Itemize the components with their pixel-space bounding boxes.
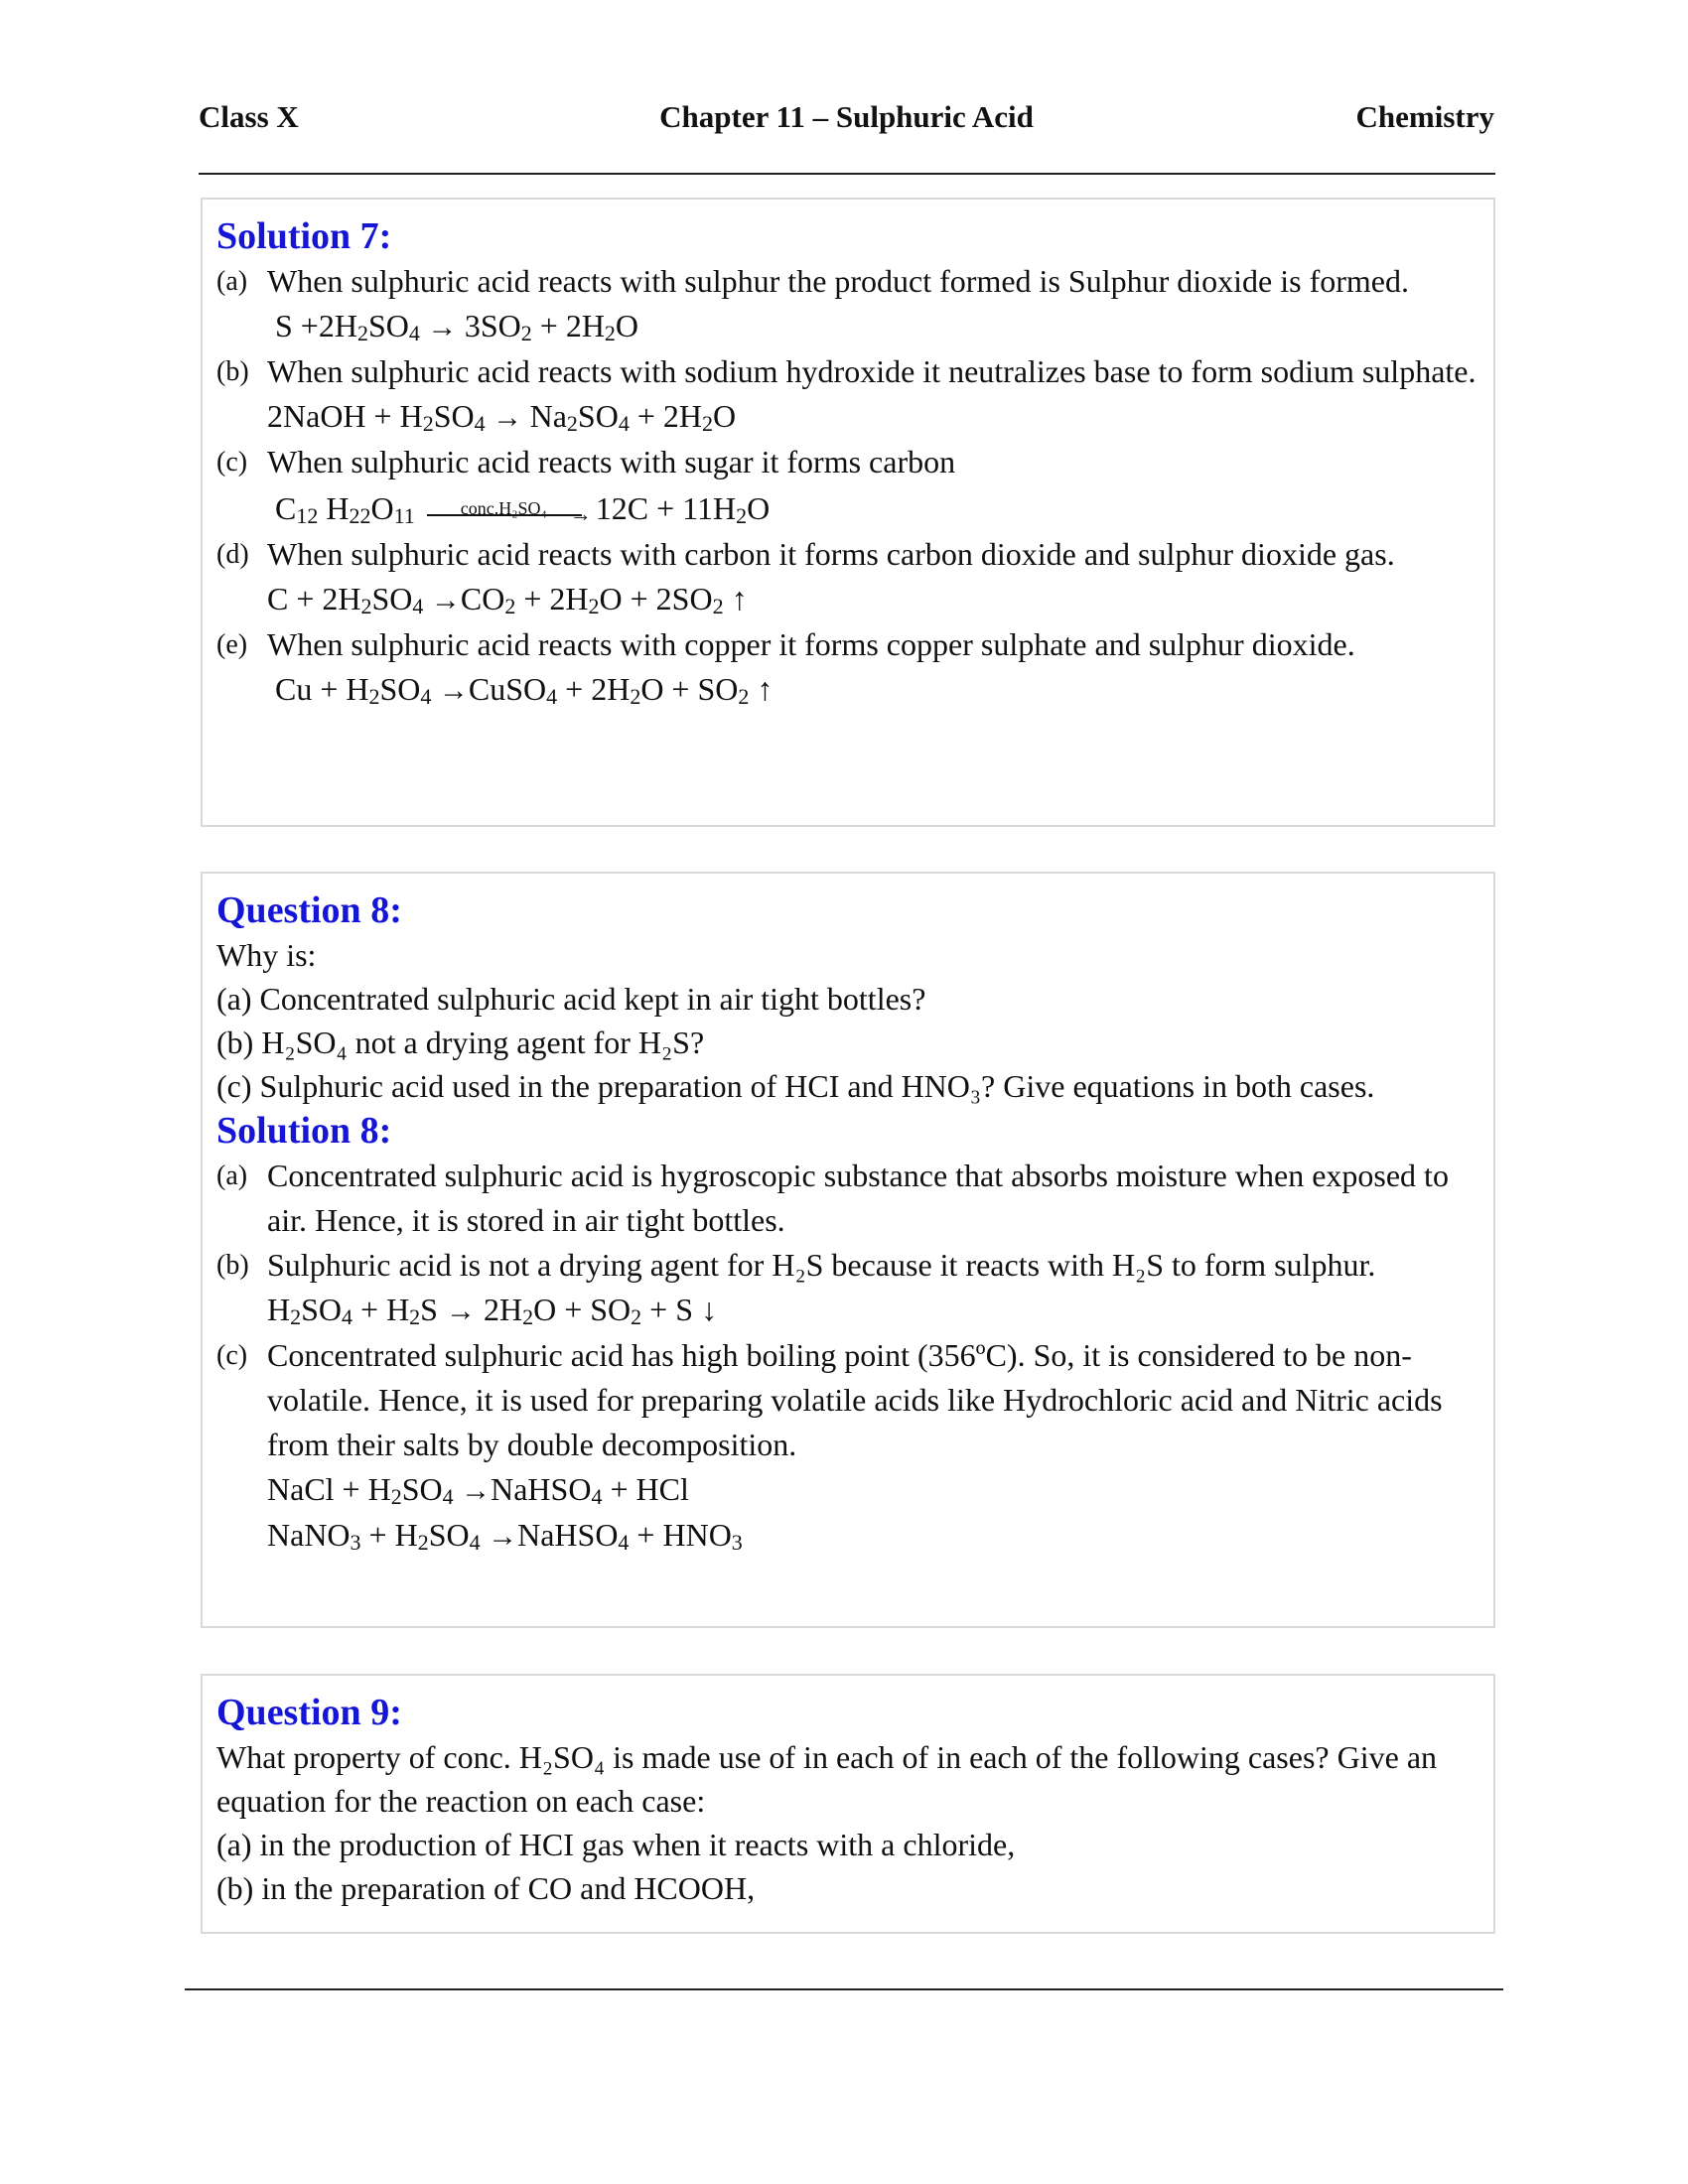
solution-7-item-b bbox=[216, 349, 1479, 394]
item-marker: (b) bbox=[216, 356, 249, 387]
solution-7-item-d bbox=[216, 532, 1479, 577]
item-marker: (a) bbox=[216, 1160, 248, 1191]
solution-7-item-e bbox=[216, 622, 1479, 667]
question-8-box bbox=[201, 872, 1495, 1628]
item-marker: (c) bbox=[216, 1340, 248, 1371]
item-text: When sulphuric acid reacts with sulphur the product formed is Sulphur dioxide is formed. bbox=[267, 263, 1409, 299]
solution-7-item-a bbox=[216, 259, 1479, 304]
question-9-line: What property of conc. H₂SO₄ is made use of in each of in each of the following cases? Give an bbox=[216, 1739, 1438, 1775]
solution-7-item-c bbox=[216, 440, 1479, 484]
header-subject: Chemistry bbox=[1355, 99, 1494, 134]
header-chapter: Chapter 11 – Sulphuric Acid bbox=[659, 99, 1034, 134]
item-text: Sulphuric acid is not a drying agent for H₂S because it reacts with H₂S to form sulphur. bbox=[267, 1247, 1376, 1283]
question-8-part-b: (b) H₂SO₄ not a drying agent for H₂S? bbox=[216, 1024, 705, 1060]
equation: NaNO3 + H2SO4 →NaHSO4 + HNO3 bbox=[267, 1517, 743, 1555]
solution-8-heading: Solution 8: bbox=[216, 1110, 392, 1152]
question-9-part-b: (b) in the preparation of CO and HCOOH, bbox=[216, 1870, 756, 1906]
item-marker: (c) bbox=[216, 447, 248, 478]
question-9-line: equation for the reaction on each case: bbox=[216, 1783, 706, 1819]
question-9-heading: Question 9: bbox=[216, 1692, 402, 1733]
solution-8-item-a bbox=[216, 1154, 1479, 1243]
item-text: When sulphuric acid reacts with carbon it forms carbon dioxide and sulphur dioxide gas. bbox=[267, 536, 1395, 572]
question-8-part-a: (a) Concentrated sulphuric acid kept in air tight bottles? bbox=[216, 981, 926, 1017]
item-text: When sulphuric acid reacts with copper it forms copper sulphate and sulphur dioxide. bbox=[267, 626, 1355, 662]
reaction-arrow: conc.H₂SO₄ → bbox=[427, 500, 592, 524]
equation: C12 H22O11 conc.H₂SO₄ → 12C + 11H2O bbox=[216, 484, 1479, 532]
solution-7-heading: Solution 7: bbox=[216, 215, 392, 257]
item-text: Concentrated sulphuric acid is hygroscopic substance that absorbs moisture when exposed to air. Hence, it is stored in air tight bottles. bbox=[267, 1158, 1449, 1238]
solution-8-item-c bbox=[216, 1333, 1479, 1467]
header-class: Class X bbox=[199, 99, 299, 134]
item-text: Concentrated sulphuric acid has high boiling point (356ºC). So, it is considered to be non-volatile. Hence, it is used for preparing volatile acids like Hydrochloric acid and Nitric acids from their salts by double decomposition. bbox=[267, 1337, 1443, 1462]
equation: C + 2H2SO4 →CO2 + 2H2O + 2SO2 ↑ bbox=[267, 581, 748, 618]
equation: Cu + H2SO4 →CuSO4 + 2H2O + SO2 ↑ bbox=[275, 671, 774, 709]
question-9-part-a: (a) in the production of HCI gas when it reacts with a chloride, bbox=[216, 1827, 1016, 1862]
equation: S +2H2SO4 → 3SO2 + 2H2O bbox=[275, 308, 639, 345]
footer-rule bbox=[185, 1988, 1503, 1990]
equation: NaCl + H2SO4 →NaHSO4 + HCl bbox=[267, 1471, 689, 1509]
equation: H2SO4 + H2S → 2H2O + SO2 + S ↓ bbox=[267, 1292, 717, 1329]
arrow-label: conc.H₂SO₄ bbox=[460, 497, 547, 518]
question-8-intro: Why is: bbox=[216, 937, 317, 973]
item-text: When sulphuric acid reacts with sodium hydroxide it neutralizes base to form sodium sulphate. bbox=[267, 353, 1477, 389]
solution-8-item-b bbox=[216, 1243, 1479, 1288]
equation: 2NaOH + H2SO4 → Na2SO4 + 2H2O bbox=[267, 398, 737, 436]
page-header bbox=[199, 99, 1494, 139]
item-marker: (d) bbox=[216, 539, 249, 570]
item-marker: (e) bbox=[216, 629, 248, 660]
item-text: When sulphuric acid reacts with sugar it forms carbon bbox=[267, 444, 956, 479]
solution-7-box bbox=[201, 198, 1495, 827]
header-rule bbox=[199, 173, 1495, 175]
item-marker: (a) bbox=[216, 266, 248, 297]
question-8-heading: Question 8: bbox=[216, 889, 402, 931]
item-marker: (b) bbox=[216, 1250, 249, 1281]
question-9-box bbox=[201, 1674, 1495, 1934]
question-8-part-c: (c) Sulphuric acid used in the preparation of HCI and HNO₃? Give equations in both cases. bbox=[216, 1068, 1375, 1104]
